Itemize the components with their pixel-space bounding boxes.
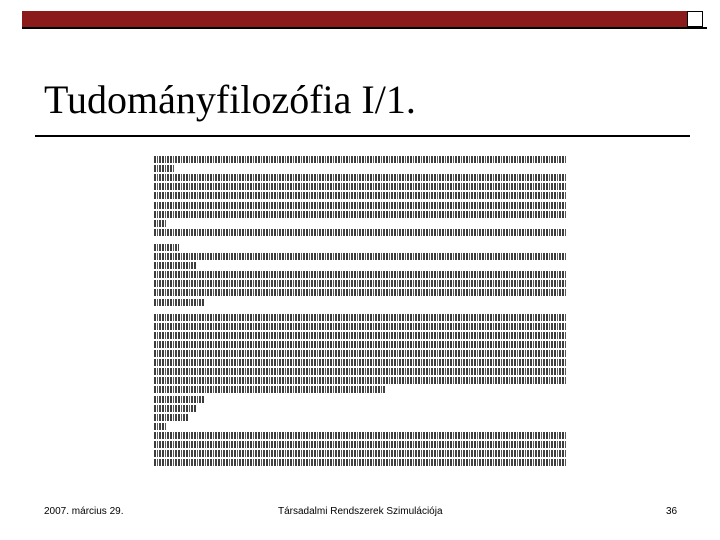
image-text-line [154, 192, 566, 199]
image-text-line [154, 289, 566, 296]
header-rule [22, 27, 707, 29]
image-text-line [154, 341, 566, 348]
image-text-line [154, 450, 566, 457]
image-text-line [154, 368, 566, 375]
image-text-line [154, 280, 566, 287]
image-text-line [154, 332, 566, 339]
image-text-line [154, 202, 566, 209]
image-text-line [154, 229, 566, 236]
page-number: 36 [666, 506, 678, 517]
image-text-line [154, 359, 566, 366]
image-text-line [154, 423, 167, 430]
image-text-line [154, 396, 204, 403]
image-text-line [154, 459, 566, 466]
image-text-line [154, 156, 566, 163]
image-text-line [154, 220, 167, 227]
footer-presentation-title: Társadalmi Rendszerek Szimulációja [278, 506, 443, 517]
image-text-line [154, 377, 566, 384]
image-text-line [154, 323, 566, 330]
title-underline [35, 135, 690, 137]
image-text-line [154, 271, 566, 278]
image-text-line [154, 262, 196, 269]
image-text-line [154, 244, 179, 251]
header-decoration-square [687, 11, 703, 27]
footer-date: 2007. március 29. [44, 506, 124, 517]
image-text-line [154, 414, 188, 421]
slide-title: Tudományfilozófia I/1. [44, 77, 416, 122]
image-text-line [154, 314, 566, 321]
image-text-line [154, 165, 175, 172]
image-text-line [154, 183, 566, 190]
image-text-line [154, 386, 385, 393]
scanned-text-image [150, 152, 578, 472]
image-text-line [154, 174, 566, 181]
image-text-line [154, 350, 566, 357]
image-text-line [154, 432, 566, 439]
header-decoration-band [22, 11, 687, 27]
image-text-line [154, 441, 566, 448]
image-text-line [154, 405, 196, 412]
image-text-line [154, 211, 566, 218]
image-text-line [154, 253, 566, 260]
image-text-line [154, 299, 204, 306]
